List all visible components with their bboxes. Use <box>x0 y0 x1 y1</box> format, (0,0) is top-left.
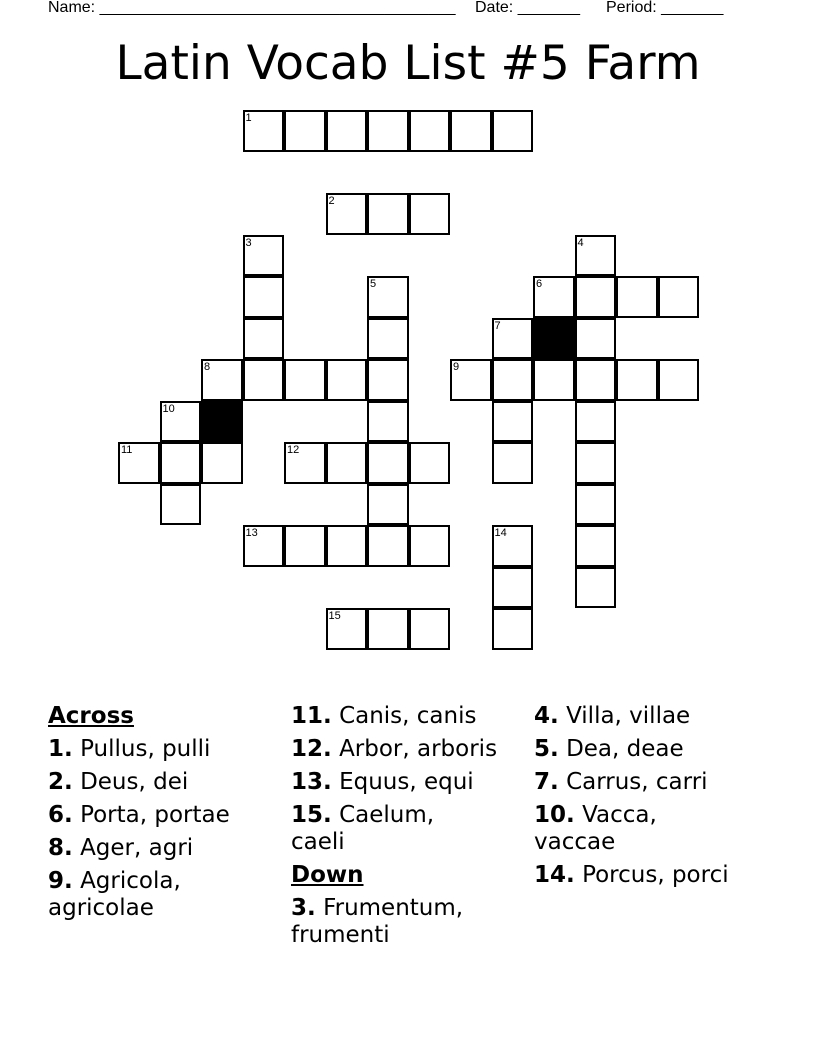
grid-cell[interactable] <box>492 401 534 443</box>
clue-down-3: 3. Frumentum, frumenti <box>291 895 464 948</box>
grid-cell[interactable] <box>243 318 285 360</box>
grid-cell[interactable] <box>201 442 243 484</box>
clue-down-7: 7. Carrus, carri <box>534 769 708 795</box>
grid-cell[interactable] <box>367 110 409 152</box>
period-field[interactable]: Period: _______ <box>606 0 724 16</box>
down-heading: Down <box>291 862 364 888</box>
clue-number: 10 <box>162 402 175 415</box>
clue-across-8: 8. Ager, agri <box>48 835 194 861</box>
grid-block <box>201 401 243 443</box>
clue-across-9: 9. Agricola, agricolae <box>48 868 181 921</box>
grid-cell[interactable] <box>575 401 617 443</box>
clue-number: 4 <box>577 236 584 249</box>
clue-column-3 <box>534 703 774 895</box>
grid-cell[interactable] <box>575 484 617 526</box>
clue-number: 2 <box>328 195 335 207</box>
grid-cell[interactable] <box>367 608 409 650</box>
grid-cell[interactable] <box>284 359 326 401</box>
grid-cell[interactable] <box>575 359 617 401</box>
grid-cell[interactable] <box>575 276 617 318</box>
clue-across-12: 12. Arbor, arboris <box>291 736 498 762</box>
grid-cell[interactable] <box>658 276 700 318</box>
grid-cell[interactable] <box>533 359 575 401</box>
clue-across-13: 13. Equus, equi <box>291 769 474 795</box>
page-title: Latin Vocab List #5 Farm <box>115 36 701 91</box>
clue-number: 3 <box>245 236 252 249</box>
clue-down-4: 4. Villa, villae <box>534 703 691 729</box>
grid-cell[interactable] <box>243 276 285 318</box>
name-field[interactable]: Name: ________________________________________ <box>48 0 456 16</box>
clue-number: 11 <box>121 444 133 456</box>
grid-cell[interactable] <box>160 442 202 484</box>
grid-cell[interactable] <box>616 276 658 318</box>
clue-across-15: 15. Caelum, caeli <box>291 802 435 855</box>
clue-number: 1 <box>245 112 252 124</box>
grid-cell[interactable] <box>284 525 326 567</box>
clue-number: 5 <box>370 278 377 290</box>
grid-cell[interactable] <box>575 318 617 360</box>
clue-number: 6 <box>536 278 543 290</box>
grid-cell[interactable] <box>492 567 534 609</box>
grid-cell[interactable] <box>409 442 451 484</box>
grid-cell[interactable] <box>492 608 534 650</box>
grid-cell[interactable] <box>492 110 534 152</box>
clue-number: 7 <box>494 319 501 332</box>
grid-cell[interactable] <box>409 608 451 650</box>
grid-cell[interactable] <box>284 110 326 152</box>
grid-cell[interactable] <box>367 359 409 401</box>
clue-number: 14 <box>494 527 507 539</box>
clue-number: 9 <box>453 361 460 373</box>
clue-column-2 <box>291 703 531 955</box>
across-heading: Across <box>48 703 134 729</box>
grid-cell[interactable] <box>575 567 617 609</box>
grid-cell[interactable] <box>326 359 368 401</box>
clue-number: 8 <box>204 361 211 373</box>
grid-cell[interactable] <box>658 359 700 401</box>
grid-cell[interactable] <box>409 110 451 152</box>
grid-cell[interactable] <box>243 359 285 401</box>
clue-down-14: 14. Porcus, porci <box>534 862 729 888</box>
clue-across-1: 1. Pullus, pulli <box>48 736 211 762</box>
grid-cell[interactable] <box>367 193 409 235</box>
clue-number: 13 <box>245 527 258 539</box>
grid-cell[interactable] <box>492 442 534 484</box>
grid-cell[interactable] <box>575 525 617 567</box>
date-field[interactable]: Date: _______ <box>475 0 580 16</box>
clue-column-1 <box>48 703 288 928</box>
grid-cell[interactable] <box>367 401 409 443</box>
grid-cell[interactable] <box>575 442 617 484</box>
grid-cell[interactable] <box>492 359 534 401</box>
clue-number: 15 <box>328 610 341 622</box>
grid-cell[interactable] <box>326 442 368 484</box>
grid-cell[interactable] <box>616 359 658 401</box>
grid-cell[interactable] <box>367 318 409 360</box>
grid-cell[interactable] <box>409 193 451 235</box>
grid-cell[interactable] <box>367 525 409 567</box>
clue-down-10: 10. Vacca, vaccae <box>534 802 657 855</box>
clue-down-5: 5. Dea, deae <box>534 736 684 762</box>
grid-cell[interactable] <box>160 484 202 526</box>
grid-cell[interactable] <box>326 525 368 567</box>
clue-across-6: 6. Porta, portae <box>48 802 230 828</box>
grid-cell[interactable] <box>326 110 368 152</box>
grid-cell[interactable] <box>409 525 451 567</box>
clue-number: 12 <box>287 444 300 456</box>
clue-across-2: 2. Deus, dei <box>48 769 189 795</box>
grid-cell[interactable] <box>367 442 409 484</box>
clue-across-11: 11. Canis, canis <box>291 703 477 729</box>
grid-block <box>533 318 575 360</box>
grid-cell[interactable] <box>450 110 492 152</box>
grid-cell[interactable] <box>367 484 409 526</box>
